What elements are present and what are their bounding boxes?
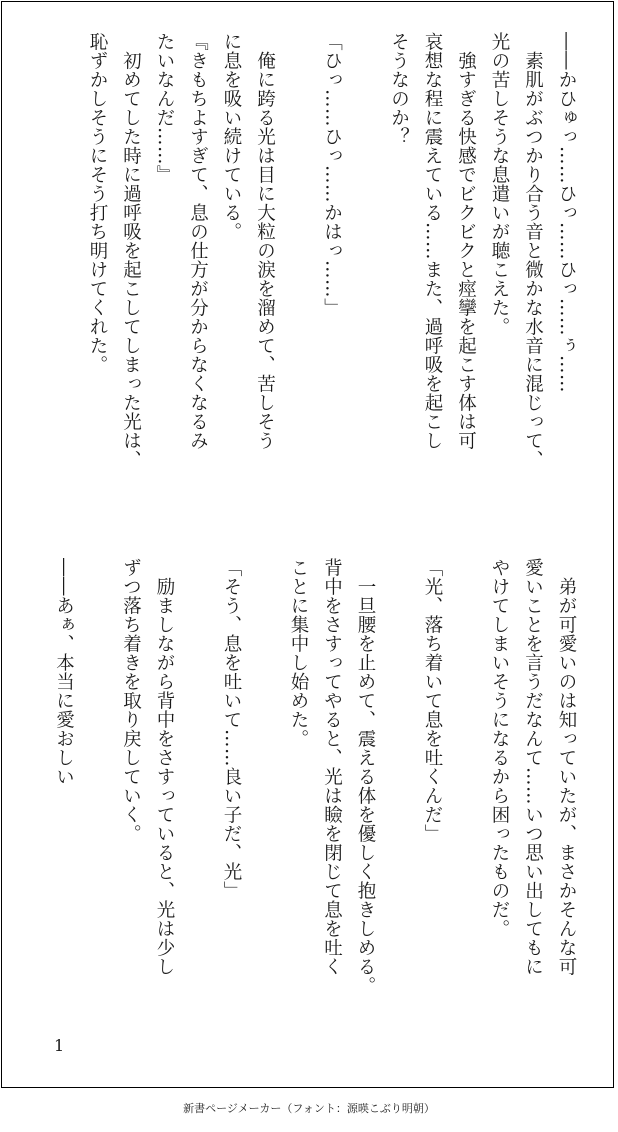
text-line: 初めてした時に過呼吸を起こしてしまった光は、 — [120, 32, 142, 469]
upper-text-block — [23, 32, 583, 502]
text-line: 強すぎる快感でビクビクと痙攣を起こす体は可 — [455, 32, 477, 450]
dialogue-line: 「ひっ……ひっ……かはっ……」 — [321, 32, 343, 317]
text-line: 弟が可愛いのは知っていたが、まさかそんな可 — [556, 558, 577, 976]
text-line — [349, 32, 383, 502]
dialogue-line: 「光、落ち着いて息を吐くんだ」 — [422, 558, 443, 843]
text-line: 恥ずかしそうにそう打ち明けてくれた。 — [87, 32, 108, 374]
page-frame — [1, 1, 614, 1088]
text-line: ――かひゅっ……ひっ……ひっ……ぅ…… — [556, 32, 577, 393]
footer-caption: 新書ページメーカー（フォント：源暎こぶり明朝） — [183, 1102, 435, 1115]
lower-text-block — [23, 558, 583, 1028]
text-line: 一旦腰を止めて、震える体を優しく抱きしめる。 — [355, 558, 376, 995]
text-line: 哀想な程に震えている……また、過呼吸を起こし — [422, 32, 443, 450]
text-line: 励ましながら背中をさすっていると、光は少し — [154, 558, 175, 976]
text-line: ――あぁ、本当に愛おしい — [53, 558, 75, 786]
text-line: ことに集中し始めた。 — [288, 558, 309, 748]
text-line: そうなのか？ — [388, 32, 410, 146]
text-line — [382, 558, 416, 1028]
text-line: 光の苦しそうな息遣いが聴こえた。 — [489, 32, 510, 336]
text-line — [248, 558, 282, 1028]
text-line: たいなんだ……』 — [154, 32, 175, 184]
text-line — [282, 32, 316, 502]
text-line: ずつ落ち着きを取り戻していく。 — [120, 558, 142, 843]
text-line: 愛いことを言うだなんて……いつ思い出してもに — [522, 558, 544, 976]
text-line: 俺に跨る光は目に大粒の涙を溜めて、苦しそう — [254, 32, 276, 450]
text-line: 背中をさすってやると、光は瞼を閉じて息を吐く — [321, 558, 343, 976]
text-line — [449, 558, 483, 1028]
dialogue-line: 「そう、息を吐いて……良い子だ、光」 — [221, 558, 242, 900]
text-line: に息を吸い続けている。 — [221, 32, 242, 241]
text-line: やけてしまいそうになるから困ったものだ。 — [489, 558, 510, 938]
text-line: 『きもちよすぎて、息の仕方が分からなくなるみ — [187, 32, 209, 450]
text-line — [181, 558, 215, 1028]
text-line: 素肌がぶつかり合う音と微かな水音に混じって、 — [522, 32, 544, 469]
page-number: 1 — [54, 1036, 65, 1055]
text-line — [81, 558, 115, 1028]
